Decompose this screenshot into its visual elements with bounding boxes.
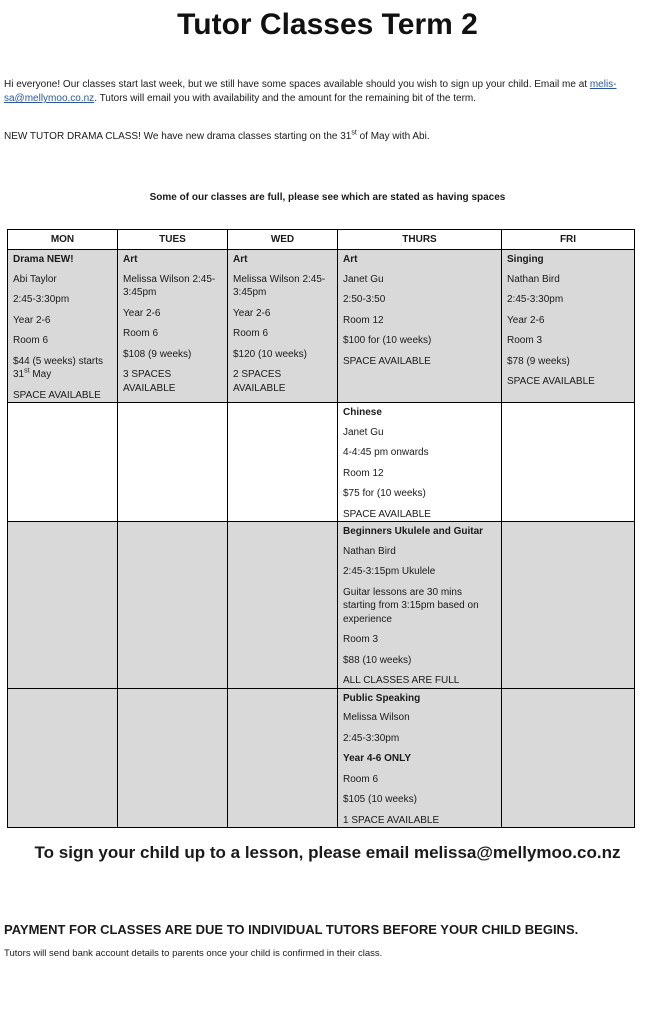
header-tues: TUES: [118, 230, 228, 250]
price-month: May: [29, 369, 52, 380]
class-tutor: Nathan Bird: [507, 273, 560, 285]
class-room: Room 12: [343, 467, 384, 479]
class-availability: SPACE AVAILABLE: [343, 508, 431, 520]
class-year: Year 4-6 ONLY: [343, 753, 412, 764]
cell-mon-drama: [8, 250, 118, 403]
class-year: Year 2-6: [123, 307, 161, 319]
bank-note: Tutors will send bank account details to parents once your child is confirmed in their class.: [4, 948, 383, 959]
class-tutor: Janet Gu: [343, 426, 384, 438]
class-tutor: Melissa Wilson: [343, 712, 410, 723]
header-mon: MON: [8, 230, 118, 250]
drama-notice: [4, 130, 644, 144]
cell-empty: [118, 688, 228, 828]
class-room: Room 6: [13, 335, 49, 346]
drama-text-after: of May with Abi.: [356, 131, 430, 142]
intro-email-link[interactable]: melis-sa@mellymoo.co.nz: [4, 79, 617, 104]
class-tutor: Nathan Bird: [343, 545, 396, 557]
class-year: Year 2-6: [233, 307, 271, 319]
cell-thurs-chinese: [338, 403, 502, 522]
price-sup: st: [24, 367, 30, 375]
price-text: $44 (5 weeks) starts 31: [13, 355, 104, 380]
class-price: $88 (10 weeks): [343, 654, 412, 666]
class-name: Beginners Ukulele and Guitar: [343, 526, 484, 537]
drama-text: NEW TUTOR DRAMA CLASS! We have new drama classes starting on the 31: [4, 131, 352, 142]
classes-note: Some of our classes are full, please see which are stated as having spaces: [149, 192, 506, 203]
class-tutor: Melissa Wilson 2:45-3:45pm: [123, 273, 216, 298]
class-time: 2:45-3:30pm: [13, 294, 70, 305]
class-availability: 3 SPACES AVAILABLE: [123, 369, 176, 394]
class-room: Room 3: [507, 335, 543, 346]
header-thurs: THURS: [338, 230, 502, 250]
class-time: 4-4:45 pm onwards: [343, 447, 429, 458]
class-price: [13, 355, 112, 382]
class-name: Chinese: [343, 407, 382, 418]
cell-thurs-public-speaking: [338, 688, 502, 828]
class-name: Public Speaking: [343, 692, 421, 704]
class-room: Room 6: [233, 328, 269, 339]
class-tutor: Melissa Wilson 2:45-3:45pm: [233, 273, 326, 298]
class-year: Year 2-6: [13, 314, 51, 326]
class-time: 2:45-3:30pm: [343, 732, 400, 744]
cell-thurs-ukulele-guitar: [338, 522, 502, 689]
class-availability: SPACE AVAILABLE: [13, 389, 101, 401]
class-time: 2:45-3:30pm: [507, 294, 564, 305]
cell-empty: [8, 403, 118, 522]
class-availability: SPACE AVAILABLE: [343, 355, 431, 367]
cell-empty: [8, 522, 118, 689]
class-schedule-table: [7, 229, 635, 828]
class-name: Singing: [507, 254, 544, 265]
class-room: Room 12: [343, 314, 384, 326]
intro-paragraph: [4, 78, 644, 106]
intro-text: Hi everyone! Our classes start last week, but we still have some spaces available should you wish to sign up your child. Email me at: [4, 79, 590, 90]
class-room: Room 6: [123, 328, 159, 339]
cell-empty: [118, 522, 228, 689]
class-tutor: Janet Gu: [343, 273, 384, 285]
class-room: Room 3: [343, 634, 379, 645]
cell-tues-art: [118, 250, 228, 403]
class-tutor: Abi Taylor: [13, 273, 57, 285]
cell-empty: [228, 403, 338, 522]
class-time: 2:50-3:50: [343, 294, 386, 305]
class-availability: 2 SPACES AVAILABLE: [233, 369, 286, 394]
cell-empty: [8, 688, 118, 828]
class-name: Art: [233, 254, 248, 265]
cell-empty: [228, 522, 338, 689]
cell-wed-art: [228, 250, 338, 403]
cell-thurs-art: [338, 250, 502, 403]
class-price: $75 for (10 weeks): [343, 488, 426, 499]
class-availability: ALL CLASSES ARE FULL: [343, 675, 460, 686]
signup-heading: To sign your child up to a lesson, please email melissa@mellymoo.co.nz: [34, 843, 621, 862]
class-availability: 1 SPACE AVAILABLE: [343, 814, 440, 826]
class-name: Art: [343, 254, 358, 265]
class-price: $120 (10 weeks): [233, 348, 307, 360]
cell-empty: [228, 688, 338, 828]
payment-heading: PAYMENT FOR CLASSES ARE DUE TO INDIVIDUAL TUTORS BEFORE YOUR CHILD BEGINS.: [4, 922, 579, 937]
class-price: $105 (10 weeks): [343, 794, 417, 805]
cell-empty: [502, 522, 635, 689]
class-price: $108 (9 weeks): [123, 348, 192, 360]
header-wed: WED: [228, 230, 338, 250]
class-name: Art: [123, 254, 138, 265]
class-guitar-note: Guitar lessons are 30 mins starting from 3:15pm based on experience: [343, 586, 479, 625]
cell-empty: [502, 688, 635, 828]
header-fri: FRI: [502, 230, 635, 250]
class-year: Year 2-6: [507, 314, 545, 326]
cell-empty: [502, 403, 635, 522]
class-name: Drama NEW!: [13, 254, 74, 265]
class-time: 2:45-3:15pm Ukulele: [343, 566, 436, 577]
cell-empty: [118, 403, 228, 522]
class-room: Room 6: [343, 773, 379, 785]
page-title: Tutor Classes Term 2: [177, 8, 478, 41]
drama-sup: st: [351, 129, 357, 137]
cell-fri-singing: [502, 250, 635, 403]
intro-text-after: . Tutors will email you with availability and the amount for the remaining bit of the term.: [94, 93, 477, 104]
class-price: $78 (9 weeks): [507, 355, 570, 367]
class-price: $100 for (10 weeks): [343, 335, 432, 346]
class-availability: SPACE AVAILABLE: [507, 376, 595, 387]
